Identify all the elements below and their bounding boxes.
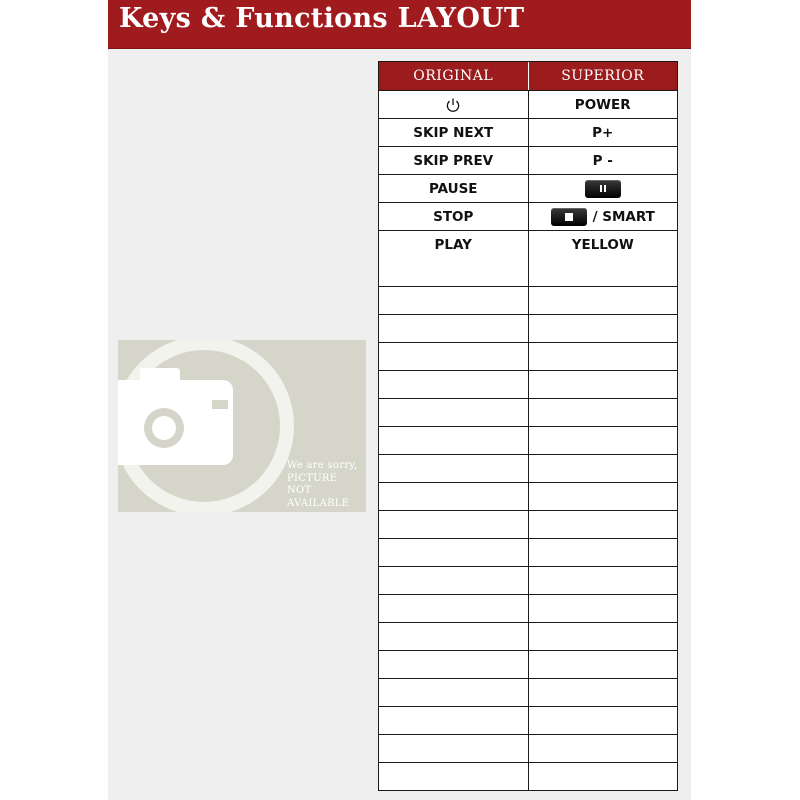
superior-cell-text: / SMART xyxy=(592,208,655,225)
empty-table-row xyxy=(379,538,677,566)
superior-cell xyxy=(528,455,678,482)
page-title: Keys & Functions LAYOUT xyxy=(119,3,525,34)
stop-button-icon xyxy=(551,208,587,226)
original-cell xyxy=(379,595,528,622)
original-cell: PLAY xyxy=(434,236,472,253)
original-cell xyxy=(379,91,528,118)
superior-cell: YELLOW xyxy=(528,231,678,258)
superior-cell xyxy=(528,175,678,202)
superior-cell xyxy=(528,511,678,538)
original-cell: SKIP NEXT xyxy=(413,124,494,141)
superior-cell xyxy=(528,651,678,678)
original-cell xyxy=(379,315,528,342)
empty-table-row xyxy=(379,734,677,762)
empty-table-row xyxy=(379,454,677,482)
superior-cell xyxy=(528,399,678,426)
keys-functions-table xyxy=(378,61,678,791)
pause-button-icon xyxy=(585,180,621,198)
table-header-row xyxy=(379,62,677,90)
original-cell xyxy=(379,399,528,426)
original-cell xyxy=(379,707,528,734)
table-row xyxy=(379,146,677,174)
superior-cell xyxy=(528,287,678,314)
empty-table-row xyxy=(379,510,677,538)
picture-not-available-placeholder xyxy=(118,340,366,512)
empty-table-row xyxy=(379,566,677,594)
superior-cell xyxy=(528,203,678,230)
original-cell: SKIP PREV xyxy=(413,152,494,169)
table-row xyxy=(379,118,677,146)
placeholder-line: PICTURE xyxy=(287,472,338,484)
original-cell: STOP xyxy=(433,208,474,225)
empty-table-row xyxy=(379,706,677,734)
superior-cell xyxy=(528,483,678,510)
table-row xyxy=(379,230,677,258)
empty-table-row xyxy=(379,426,677,454)
original-cell xyxy=(379,511,528,538)
original-cell xyxy=(379,567,528,594)
superior-cell xyxy=(528,707,678,734)
original-cell: PAUSE xyxy=(428,180,478,197)
empty-table-row xyxy=(379,286,677,314)
original-cell xyxy=(379,539,528,566)
original-cell xyxy=(379,735,528,762)
original-cell xyxy=(379,623,528,650)
header-bar xyxy=(108,0,691,49)
placeholder-line: NOT xyxy=(287,485,312,496)
superior-cell xyxy=(528,763,678,790)
empty-table-row xyxy=(379,622,677,650)
column-header-superior: SUPERIOR xyxy=(528,62,678,90)
original-cell xyxy=(379,371,528,398)
empty-table-row xyxy=(379,342,677,370)
original-cell xyxy=(379,483,528,510)
superior-cell xyxy=(528,427,678,454)
empty-table-row xyxy=(379,370,677,398)
table-row xyxy=(379,202,677,230)
superior-cell: P - xyxy=(528,147,678,174)
empty-table-row xyxy=(379,398,677,426)
empty-table-row xyxy=(379,258,677,286)
original-cell xyxy=(379,343,528,370)
superior-cell xyxy=(528,343,678,370)
superior-cell xyxy=(528,371,678,398)
original-cell xyxy=(379,763,528,790)
superior-cell xyxy=(528,679,678,706)
original-cell xyxy=(379,258,528,286)
table-row xyxy=(379,174,677,202)
original-cell xyxy=(379,427,528,454)
empty-table-row xyxy=(379,762,677,790)
superior-cell xyxy=(528,539,678,566)
empty-table-row xyxy=(379,650,677,678)
original-cell xyxy=(379,679,528,706)
placeholder-line: We are sorry, xyxy=(287,460,358,471)
superior-cell xyxy=(528,567,678,594)
superior-cell xyxy=(528,315,678,342)
original-cell xyxy=(379,455,528,482)
original-cell xyxy=(379,651,528,678)
placeholder-message xyxy=(287,460,365,510)
placeholder-line: AVAILABLE xyxy=(287,497,350,509)
power-icon xyxy=(445,97,461,113)
superior-cell xyxy=(528,595,678,622)
original-cell xyxy=(379,287,528,314)
superior-cell: P+ xyxy=(528,119,678,146)
empty-table-row xyxy=(379,314,677,342)
empty-table-row xyxy=(379,678,677,706)
table-row xyxy=(379,90,677,118)
column-header-original: ORIGINAL xyxy=(413,68,494,84)
superior-cell: POWER xyxy=(528,91,678,118)
empty-table-row xyxy=(379,482,677,510)
superior-cell xyxy=(528,735,678,762)
superior-cell xyxy=(528,258,678,286)
empty-table-row xyxy=(379,594,677,622)
superior-cell xyxy=(528,623,678,650)
